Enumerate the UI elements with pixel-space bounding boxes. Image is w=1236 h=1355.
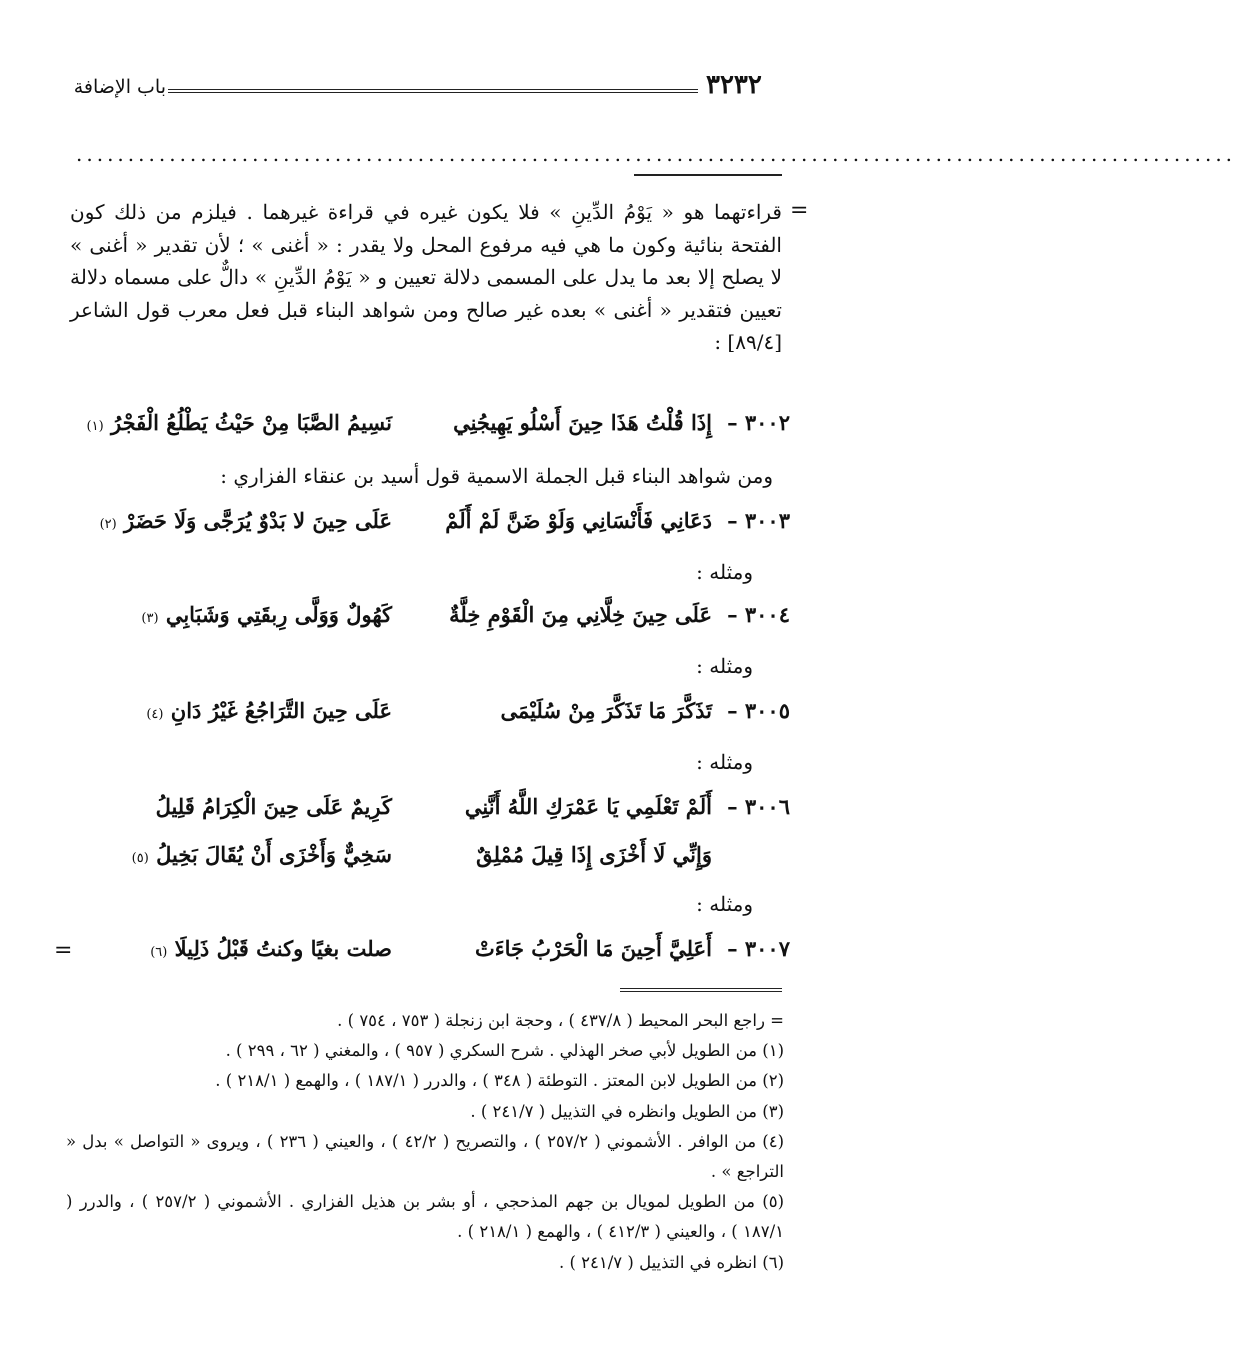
footnote-ref: (٥) [131,851,149,866]
body-paragraph: قراءتهما هو « يَوْمُ الدِّينِ » فلا يكون غيره في قراءة غيرهما . فيلزم من ذلك كون الفتحة بنائية وكون ما هي فيه مرفوع المحل ولا يقدر : « أغنى » ؛ لأن تقدير « أغنى » لا يصلح إلا بعد ما يدل على المسمى دلالة تعيين و « يَوْمُ الدِّينِ » دالٌّ على مسماه دلالة تعيين فتقدير « أغنى » بعده غير صالح ومن شواهد البناء قبل فعل معرب قول الشاعر [٨٩/٤] : [70,200,782,354]
verse-first-hemistich: تَذَكَّرَ مَا تَذَكَّرَ مِنْ سُلَيْمَى [500,698,712,723]
section-title: باب الإضافة [73,76,166,98]
verse-number: ٣٠٠٤ – [727,602,790,627]
footnote-2: (٢) من الطويل لابن المعتز . التوطئة ( ٣٤٨ ) ، والدرر ( ١٨٧/١ ) ، والهمع ( ٢١٨/١ ) . [215,1071,784,1091]
footnote-1: (١) من الطويل لأبي صخر الهذلي . شرح السكري ( ٩٥٧ ) ، والمغني ( ٦٢ ، ٢٩٩ ) . [225,1041,784,1061]
verse-number: ٣٠٠٥ – [727,698,790,723]
footnotes [66,1006,784,1278]
continuation-mark: = [54,938,73,963]
page-number: ٣٢٣٢ [706,70,762,100]
verse-3006-line-2 [100,842,790,882]
verse-number: ٣٠٠٦ – [727,794,790,819]
footnote-ref: (٢) [99,517,117,532]
verse-second-hemistich: عَلَى حِينَ لا بَدْوٌ يُرَجَّى وَلَا حَضَرْ [124,508,392,533]
verse-second-hemistich: كَهُولٌ وَوَلَّى رِبقَتِي وَشَبَابِي [165,602,392,627]
verse-second-hemistich: نَسِيمُ الصَّبَا مِنْ حَيْثُ يَطْلُعُ الْفَجْرُ [111,410,392,435]
interline-text: ومن شواهد البناء قبل الجملة الاسمية قول أسيد بن عنقاء الفزاري : [220,464,773,488]
verse-3005 [100,698,790,738]
verse-number: ٣٠٠٣ – [727,508,790,533]
verse-second-hemistich: صلت بغيًا وكنتُ قَبْلُ ذَلِيلَا [174,936,392,961]
footnote-ref: (٣) [141,611,159,626]
dotted-separator: ................................................................................................................ [76,142,1236,166]
verse-number: ٣٠٠٧ – [727,936,790,961]
footnote-ref: (٤) [146,707,164,722]
verse-3006 [100,794,790,834]
verse-number: ٣٠٠٢ – [727,410,790,435]
interline-text: ومثله : [696,892,753,916]
verse-second-hemistich: كَرِيمٌ عَلَى حِينَ الْكِرَامُ قَلِيلُ [155,794,392,819]
footnote-rule [620,988,782,992]
footnote-ref: (١) [86,419,104,434]
interline-text: ومثله : [696,750,753,774]
interline-text: ومثله : [696,654,753,678]
verse-second-hemistich: عَلَى حِينَ التَّرَاجُعُ غَيْرُ دَانِ [170,698,392,723]
verse-first-hemistich: إِذَا قُلْتُ هَذَا حِينَ أَسْلُو يَهِيجُنِي [453,410,712,435]
continuation-mark: = [790,198,809,223]
header-rule [168,89,698,93]
verse-first-hemistich: وَإِنِّي لَا أَخْزَى إِذَا قِيلَ مُمْلِقٌ [476,842,712,867]
verse-first-hemistich: دَعَانِي فَأَنْسَانِي وَلَوْ ضَنَّ لَمْ أَلَمْ [445,508,712,533]
verse-3002 [86,410,790,450]
footnote-4: (٤) من الوافر . الأشموني ( ٢٥٧/٢ ) ، والتصريح ( ٤٢/٢ ) ، والعيني ( ٢٣٦ ) ، ويروى « التواصل » بدل « التراجع » . [66,1131,784,1182]
verse-second-hemistich: سَخِيٌّ وَأَخْزَى أَنْ يُقَالَ بَخِيلُ [156,842,392,867]
footnote-3: (٣) من الطويل وانظره في التذييل ( ٢٤١/٧ ) . [470,1101,784,1121]
footnote-5: (٥) من الطويل لمويال بن جهم المذحجي ، أو بشر بن هذيل الفزاري . الأشموني ( ٢٥٧/٢ ) ، والدرر ( ١٨٧/١ ) ، والعيني ( ٤١٢/٣ ) ، والهمع ( ٢١٨/١ ) . [66,1192,784,1242]
verse-3003 [100,508,790,548]
verse-first-hemistich: أَعَلِيَّ أَحِينَ مَا الْحَرْبُ جَاءَتْ [474,936,712,961]
footnote-continuation: = راجع البحر المحيط ( ٤٣٧/٨ ) ، وحجة ابن زنجلة ( ٧٥٣ ، ٧٥٤ ) . [337,1011,784,1030]
footnote-ref: (٦) [150,945,168,960]
footnote-6: (٦) انظره في التذييل ( ٢٤١/٧ ) . [558,1252,784,1272]
short-rule [634,174,782,176]
verse-3004 [100,602,790,642]
verse-3007 [100,936,790,976]
interline-text: ومثله : [696,560,753,584]
verse-first-hemistich: عَلَى حِينَ خِلَّانِي مِنَ الْقَوْمِ خِلَّةٌ [449,602,712,627]
verse-first-hemistich: أَلَمْ تَعْلَمِي يَا عَمْرَكِ اللَّهُ أَنَّنِي [464,794,712,819]
